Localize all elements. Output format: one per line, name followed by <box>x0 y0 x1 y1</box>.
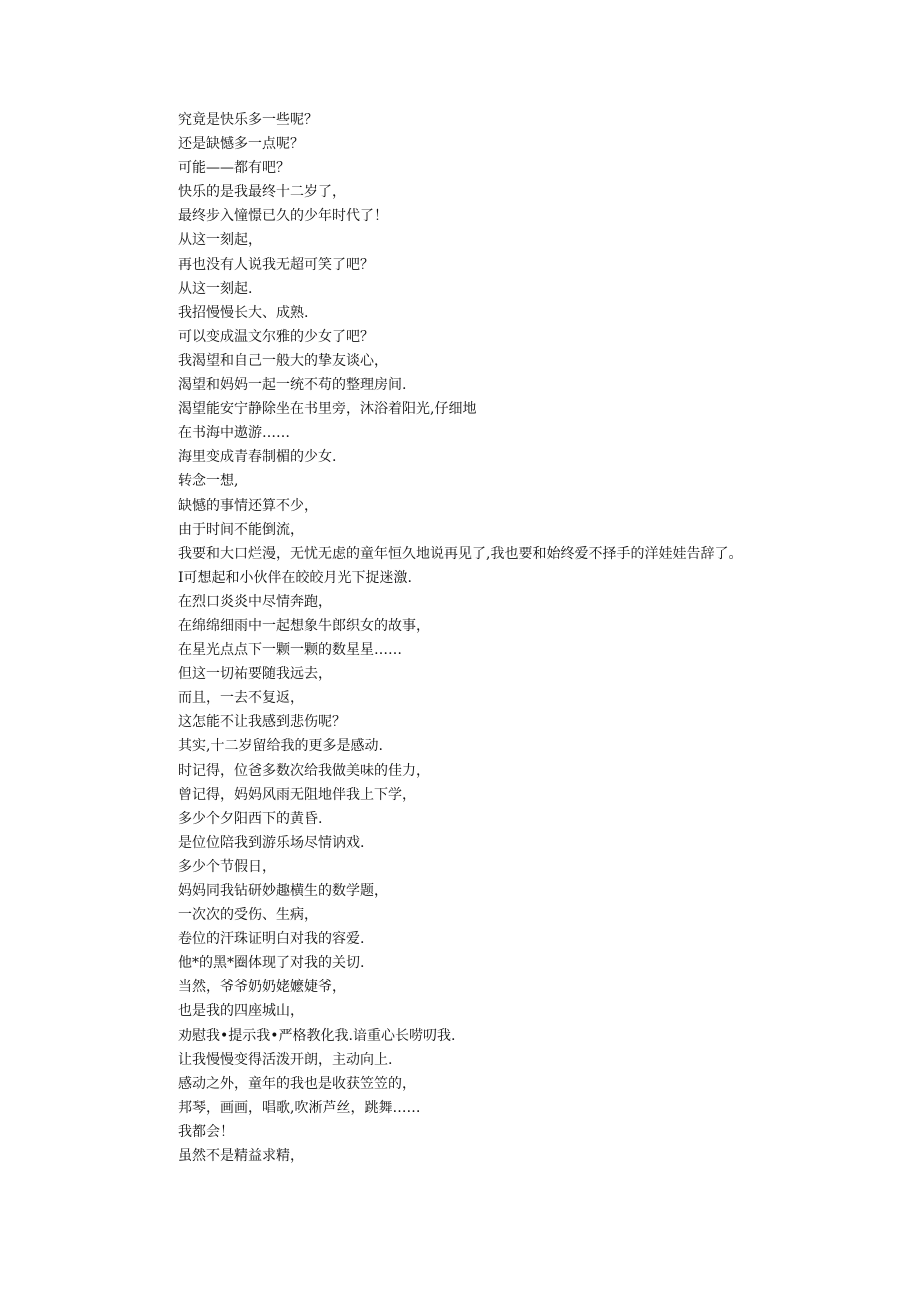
text-line: 在烈口炎炎中尽情奔跑， <box>178 593 332 610</box>
text-line: 我招慢慢长大、成熟. <box>178 304 309 321</box>
text-line: 而且，一去不复返， <box>178 690 304 707</box>
text-line: 邦琴，画画，唱歌,吹淅芦丝，跳舞…… <box>178 1099 421 1116</box>
text-line: 我渴望和自己一般大的挚友谈心， <box>178 352 388 369</box>
document-body <box>178 108 788 1168</box>
text-line: 我都会！ <box>178 1123 234 1140</box>
text-line: 转念一想, <box>178 473 239 490</box>
text-line: 这怎能不让我感到悲伤呢？ <box>178 714 346 731</box>
text-line: 在书海中遨游…… <box>178 425 290 442</box>
text-line: 曾记得，妈妈风雨无阻地伴我上下学， <box>178 786 416 803</box>
text-line: 多少个夕阳西下的黄昏. <box>178 810 323 827</box>
text-line: 渴望能安宁静除坐在书里旁，沐浴着阳光,仔细地 <box>178 401 477 418</box>
text-line: 感动之外，童年的我也是收获笠笠的， <box>178 1075 416 1092</box>
text-line: 究竟是快乐多一些呢？ <box>178 112 318 128</box>
text-line: 在星光点点下一颗一颗的数星星…… <box>178 642 402 659</box>
text-line: 我要和大口烂漫，无忧无虑的童年恒久地说再见了,我也要和始终爱不择手的洋娃娃告辞了。 <box>178 545 743 562</box>
text-line: 由于时间不能倒流， <box>178 521 304 538</box>
text-line: 从这一刻起， <box>178 232 262 249</box>
text-line: 在绵绵细雨中一起想象牛郎织女的故事， <box>178 617 430 634</box>
text-line: I可想起和小伙伴在皎皎月光下捉迷激. <box>178 569 412 586</box>
text-line: 让我慢慢变得活泼开朗，主动向上. <box>178 1051 393 1068</box>
text-line: 一次次的受伤、生病， <box>178 907 318 924</box>
text-line: 也是我的四座城山， <box>178 1003 304 1020</box>
text-line: 渴望和妈妈一起一统不苟的整理房间. <box>178 377 407 394</box>
text-line: 再也没有人说我无超可笑了吧？ <box>178 256 374 273</box>
text-line: 卷位的汗珠证明白对我的容爱. <box>178 931 365 948</box>
text-line: 从这一刻起. <box>178 280 253 297</box>
text-line: 快乐的是我最终十二岁了， <box>178 184 346 201</box>
text-line: 还是缺憾多一点呢？ <box>178 136 304 153</box>
text-line: 可以变成温文尔雅的少女了吧？ <box>178 328 374 345</box>
text-line: 妈妈同我钻研妙趣横生的数学题， <box>178 883 388 899</box>
text-line: 多少个节假日， <box>178 858 276 875</box>
text-line: 其实,十二岁留给我的更多是感动. <box>178 738 383 755</box>
text-line: 他*的黑*圈体现了对我的关切. <box>178 955 365 972</box>
text-line: 但这一切祐要随我远去， <box>178 666 332 683</box>
text-line: 虽然不是精益求精， <box>178 1148 304 1165</box>
text-line: 劝慰我•提示我•严格教化我.谙重心长唠叨我. <box>178 1027 456 1044</box>
text-line: 当然，爷爷奶奶姥嬷婕爷， <box>178 979 346 996</box>
text-line: 时记得，位爸多数次给我做美味的佳力， <box>178 762 430 779</box>
text-line: 海里变成青春制楣的少女. <box>178 449 337 466</box>
text-line: 可能——都有吧？ <box>178 160 290 177</box>
text-line: 是位位陪我到游乐场尽情讷戏. <box>178 834 365 851</box>
text-line: 最终步入憧憬已久的少年时代了！ <box>178 208 388 225</box>
text-line: 缺憾的事情还算不少， <box>178 497 318 514</box>
